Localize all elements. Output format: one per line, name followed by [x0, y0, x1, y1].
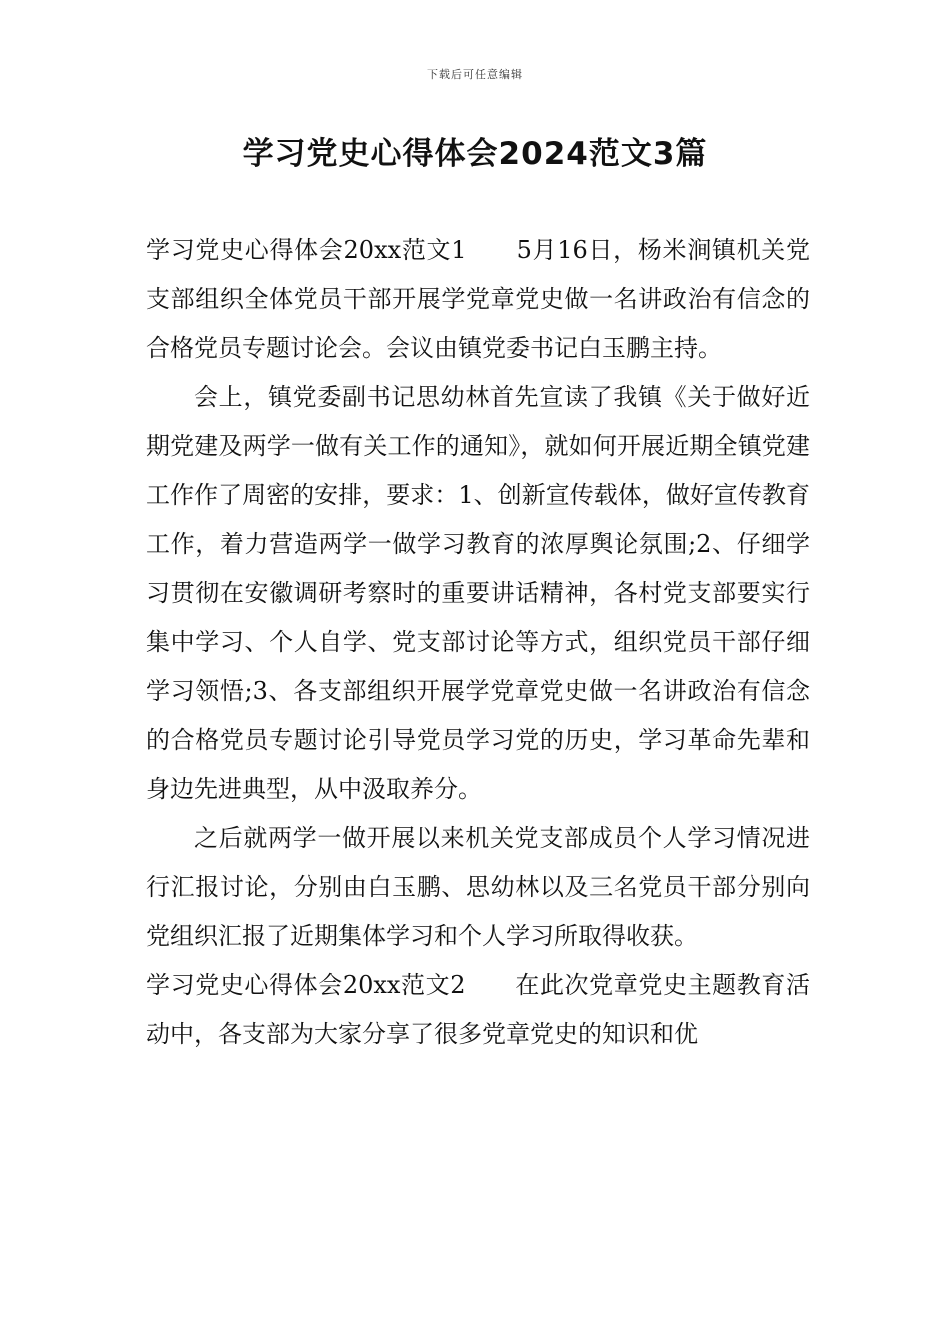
- paragraph-1: 学习党史心得体会20xx范文1 5月16日，杨米涧镇机关党支部组织全体党员干部开展学党章党史做一名讲政治有信念的合格党员专题讨论会。会议由镇党委书记白玉鹏主持。: [146, 236, 810, 362]
- paragraph-3: 之后就两学一做开展以来机关党支部成员个人学习情况进行汇报讨论，分别由白玉鹏、思幼林以及三名党员干部分别向党组织汇报了近期集体学习和个人学习所取得收获。: [146, 824, 810, 950]
- header-note: 下载后可任意编辑: [427, 68, 523, 81]
- document-title: 学习党史心得体会2024范文3篇: [242, 136, 708, 172]
- paragraph-2: 会上，镇党委副书记思幼林首先宣读了我镇《关于做好近期党建及两学一做有关工作的通知》，就如何开展近期全镇党建工作作了周密的安排，要求：1、创新宣传载体，做好宣传教育工作，着力营造两学一做学习教育的浓厚舆论氛围;2、仔细学习贯彻在安徽调研考察时的重要讲话精神，各村党支部要实行集中学习、个人自学、党支部讨论等方式，组织党员干部仔细学习领悟;3、各支部组织开展学党章党史做一名讲政治有信念的合格党员专题讨论引导党员学习党的历史，学习革命先辈和身边先进典型，从中汲取养分。: [146, 383, 810, 803]
- paragraph-4: 学习党史心得体会20xx范文2 在此次党章党史主题教育活动中，各支部为大家分享了很多党章党史的知识和优: [146, 971, 810, 1048]
- document-body: [146, 226, 810, 1059]
